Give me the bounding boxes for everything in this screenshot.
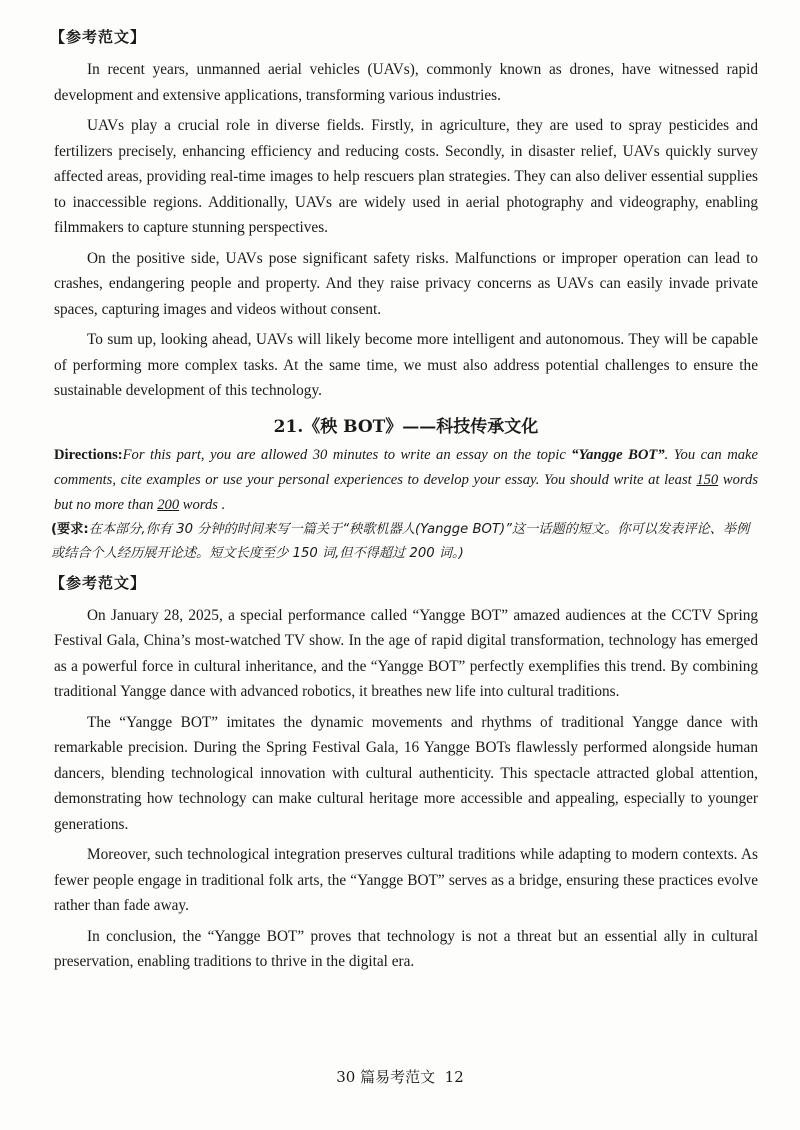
essay2-paragraph-1: On January 28, 2025, a special performance called “Yangge BOT” amazed audiences at the CCTV Spring Festival Gala, China’s most-watched TV show. In the age of rapid digital transformation, technology has emerged as a powerful force in cultural inheritance, and the “Yangge BOT” perfectly exemplifies this trend. By combining traditional Yangge dance with advanced robotics, it breathes new life into cultural traditions. [54,606,758,700]
essay1-paragraph-1: In recent years, unmanned aerial vehicles (UAVs), commonly known as drones, have witnessed rapid development and extensive applications, transforming various industries. [54,61,758,104]
page-number: 12 [444,1068,464,1086]
page-footer [0,1066,800,1087]
reference-essay-heading-1: 【参考范文】 [50,28,147,46]
max-words: 200 [157,496,180,513]
requirement-label: (要求: [51,521,89,537]
essay2-paragraph-2: The “Yangge BOT” imitates the dynamic movements and rhythms of traditional Yangge dance with remarkable precision. During the Spring Festival Gala, 16 Yangge BOTs flawlessly performed alongside human dancers, blending technological innovation with cultural authenticity. This spectacle attracted global attention, demonstrating how technology can make cultural heritage more accessible and appealing, especially to younger generations. [54,713,758,833]
directions-text-1: For this part, you are allowed 30 minutes to write an essay on the topic [122,446,572,463]
essay1-paragraph-2: UAVs play a crucial role in diverse fields. Firstly, in agriculture, they are used to spray pesticides and fertilizers precisely, enhancing efficiency and reducing costs. Secondly, in disaster relief, UAVs quickly survey affected areas, providing real-time images to help rescuers plan strategies. They can also deliver essential supplies to inaccessible regions. Additionally, UAVs are widely used in aerial photography and videography, enabling filmmakers to capture stunning perspectives. [54,117,758,236]
essay2-paragraph-4: In conclusion, the “Yangge BOT” proves that technology is not a threat but an essential ally in cultural preservation, enabling traditions to thrive in the digital era. [54,927,758,970]
essay2-paragraph-3: Moreover, such technological integration preserves cultural traditions while adapting to modern contexts. As fewer people engage in traditional folk arts, the “Yangge BOT” serves as a bridge, ensuring these practices evolve rather than fade away. [54,846,758,914]
directions-text-3: words but no more than [54,471,758,513]
directions-text-2: . You can make comments, cite examples or use your personal experiences to develop your essay. You should write at least [54,446,758,488]
essay1-paragraph-4: To sum up, looking ahead, UAVs will likely become more intelligent and autonomous. They will be capable of performing more complex tasks. At the same time, we must also address potential challenges to ensure the sustainable development of this technology. [54,331,758,399]
chinese-requirement [51,518,758,566]
min-words: 150 [696,471,719,488]
essay-title: 21.《秧 BOT》——科技传承文化 [273,416,539,437]
essay1-paragraph-3: On the positive side, UAVs pose significant safety risks. Malfunctions or improper operation can lead to crashes, endangering people and property. And they raise privacy concerns as UAVs can easily invade private spaces, capturing images and videos without consent. [54,249,758,318]
directions-text-4: words . [179,496,226,513]
directions [54,443,758,518]
requirement-text: 在本部分,你有 30 分钟的时间来写一篇关于“秧歌机器人(Yangge BOT)”这一话题的短文。你可以发表评论、举例或结合个人经历展开论述。短文长度至少 150 词,但不得超过 200 词。) [51,521,750,561]
footer-label: 30 篇易考范文 [336,1068,436,1086]
reference-essay-heading-2: 【参考范文】 [50,573,147,592]
page-content [50,26,758,975]
directions-label: Directions: [54,446,123,463]
directions-topic: “Yangge BOT” [571,446,665,463]
